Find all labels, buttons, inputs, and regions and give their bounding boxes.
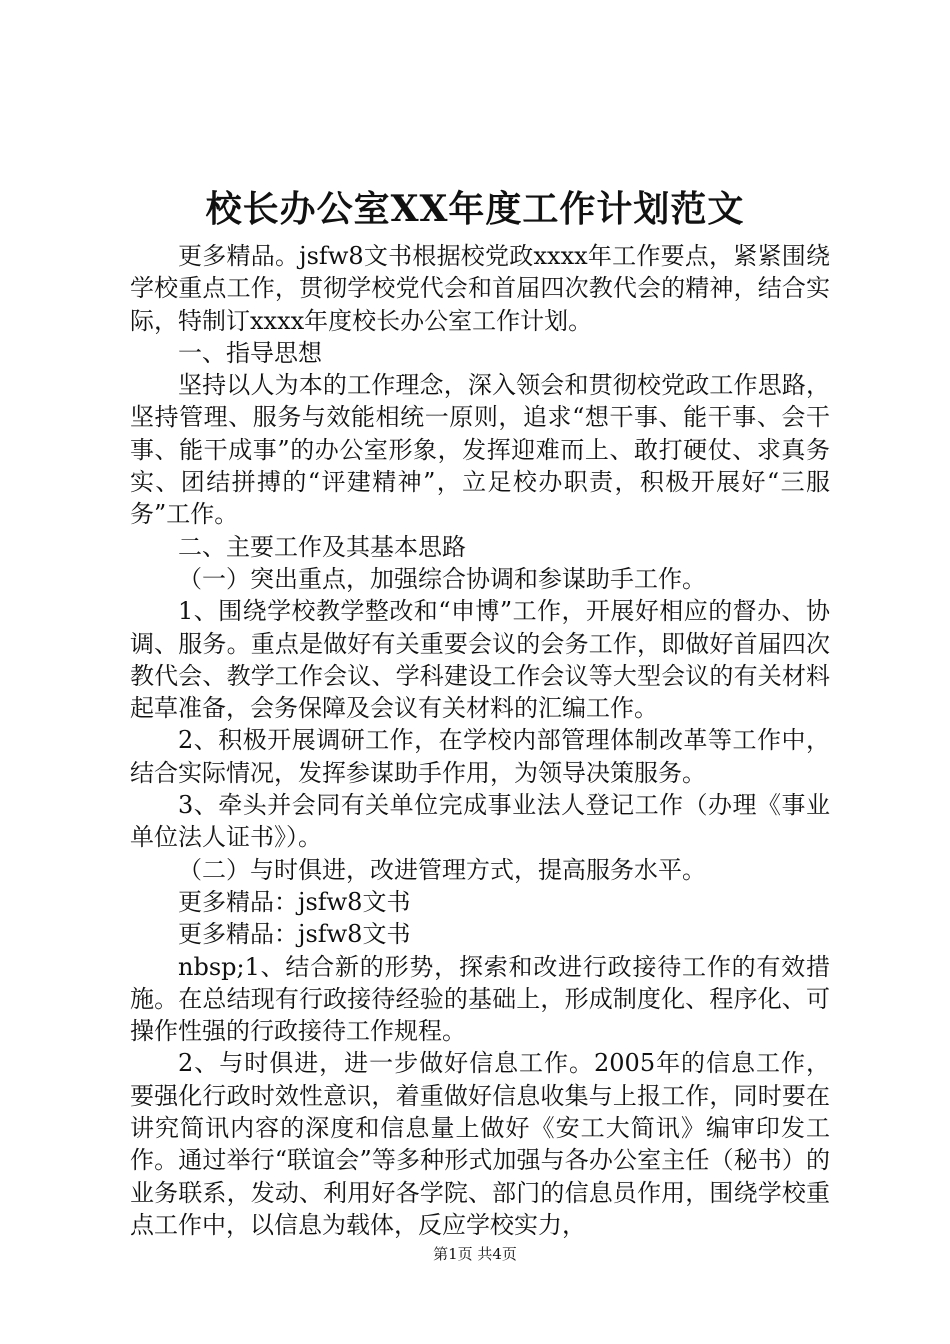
section-heading-guiding-ideology: 一、指导思想	[178, 338, 322, 367]
paragraph-intro: 更多精品。jsfw8文书根据校党政xxxx年工作要点，紧紧围绕学校重点工作，贯彻学校党代会和首届四次教代会的精神，结合实际，特制订xxxx年度校长办公室工作计划。	[130, 242, 830, 335]
document-body	[130, 240, 830, 1241]
paragraph-item-1: 1、围绕学校教学整改和“申博”工作，开展好相应的督办、协调、服务。重点是做好有关重要会议的会务工作，即做好首届四次教代会、教学工作会议、学科建设工作会议等大型会议的有关材料起草准备，会务保障及会议有关材料的汇编工作。	[130, 597, 830, 723]
document-title: 校长办公室XX年度工作计划范文	[205, 188, 745, 230]
subsection-heading-1: （一）突出重点，加强综合协调和参谋助手工作。	[178, 564, 706, 593]
paragraph-item-3: 3、牵头并会同有关单位完成事业法人登记工作（办理《事业单位法人证书》）。	[130, 791, 830, 852]
subsection-heading-2: （二）与时俱进，改进管理方式，提高服务水平。	[178, 855, 706, 884]
paragraph-item-information: 2、与时俱进，进一步做好信息工作。2005年的信息工作，要强化行政时效性意识，着重做好信息收集与上报工作，同时要在讲究简讯内容的深度和信息量上做好《安工大简讯》编审印发工作。通过举行“联谊会”等多种形式加强与各办公室主任（秘书）的业务联系，发动、利用好各学院、部门的信息员作用，围绕学校重点工作中，以信息为载体，反应学校实力，	[130, 1049, 830, 1239]
paragraph-item-reception: nbsp;1、结合新的形势，探索和改进行政接待工作的有效措施。在总结现有行政接待经验的基础上，形成制度化、程序化、可操作性强的行政接待工作规程。	[130, 952, 830, 1046]
page-footer: 第1页 共4页	[433, 1245, 517, 1263]
section-heading-main-work: 二、主要工作及其基本思路	[178, 532, 466, 561]
promo-line: 更多精品：jsfw8文书	[178, 887, 411, 916]
paragraph-guiding-ideology: 坚持以人为本的工作理念，深入领会和贯彻校党政工作思路，坚持管理、服务与效能相统一原则，追求“想干事、能干事、会干事、能干成事”的办公室形象，发挥迎难而上、敢打硬仗、求真务实、团结拼搏的“评建精神”，立足校办职责，积极开展好“三服务”工作。	[130, 371, 830, 529]
promo-line: 更多精品：jsfw8文书	[178, 920, 411, 949]
paragraph-item-2: 2、积极开展调研工作，在学校内部管理体制改革等工作中，结合实际情况，发挥参谋助手作用，为领导决策服务。	[130, 726, 830, 787]
